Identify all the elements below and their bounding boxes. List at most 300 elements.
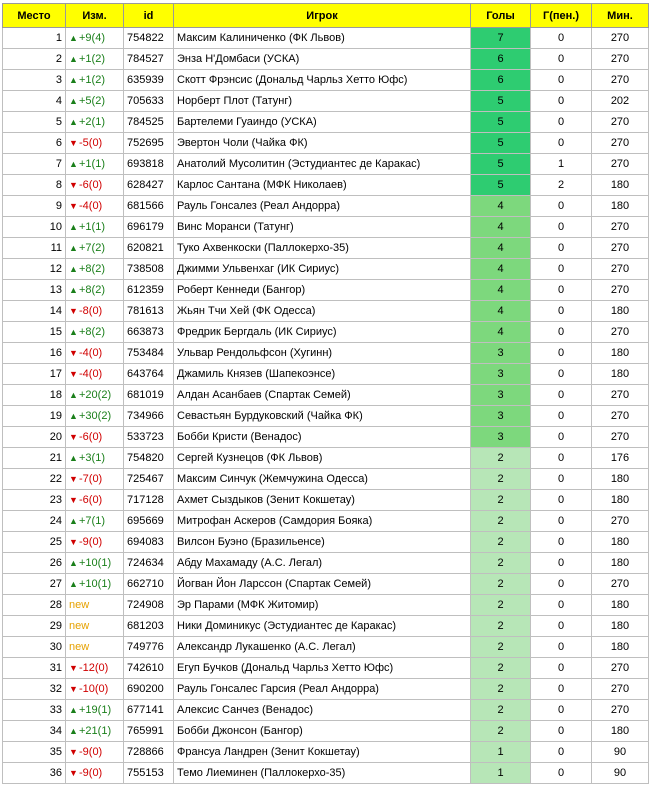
arrow-up-icon: ▲ bbox=[69, 243, 78, 253]
pen-goals-cell: 0 bbox=[531, 364, 592, 385]
change-cell bbox=[66, 28, 124, 49]
goals-cell: 2 bbox=[471, 595, 531, 616]
table-row[interactable] bbox=[3, 196, 649, 217]
change-value: -9(0) bbox=[79, 536, 103, 548]
table-row[interactable] bbox=[3, 259, 649, 280]
change-cell bbox=[66, 700, 124, 721]
place-cell: 3 bbox=[3, 70, 66, 91]
minutes-cell: 180 bbox=[592, 553, 649, 574]
change-value: +20(2) bbox=[79, 389, 112, 401]
change-cell bbox=[66, 742, 124, 763]
change-cell bbox=[66, 532, 124, 553]
pen-goals-cell: 0 bbox=[531, 133, 592, 154]
player-cell: Темо Лиеминен (Паллокерхо-35) bbox=[174, 763, 471, 784]
minutes-cell: 180 bbox=[592, 532, 649, 553]
player-cell: Бобби Джонсон (Бангор) bbox=[174, 721, 471, 742]
goals-cell: 2 bbox=[471, 616, 531, 637]
change-value: +8(2) bbox=[79, 263, 105, 275]
arrow-up-icon: ▲ bbox=[69, 390, 78, 400]
change-cell bbox=[66, 679, 124, 700]
col-header-goals[interactable]: Голы bbox=[471, 4, 531, 28]
pen-goals-cell: 0 bbox=[531, 490, 592, 511]
pen-goals-cell: 0 bbox=[531, 595, 592, 616]
change-new-label: new bbox=[69, 641, 90, 653]
place-cell: 9 bbox=[3, 196, 66, 217]
player-cell: Абду Махамаду (А.С. Легал) bbox=[174, 553, 471, 574]
id-cell: 724634 bbox=[124, 553, 174, 574]
pen-goals-cell: 0 bbox=[531, 511, 592, 532]
table-row[interactable] bbox=[3, 49, 649, 70]
id-cell: 724908 bbox=[124, 595, 174, 616]
player-cell: Бартелеми Гуаиндо (УСКА) bbox=[174, 112, 471, 133]
goals-cell: 2 bbox=[471, 574, 531, 595]
pen-goals-cell: 0 bbox=[531, 679, 592, 700]
id-cell: 754820 bbox=[124, 448, 174, 469]
goals-cell: 5 bbox=[471, 91, 531, 112]
table-row[interactable] bbox=[3, 763, 649, 784]
arrow-down-icon: ▼ bbox=[69, 663, 78, 673]
player-cell: Эр Парами (МФК Житомир) bbox=[174, 595, 471, 616]
player-cell: Рауль Гонсалез (Реал Андорра) bbox=[174, 196, 471, 217]
place-cell: 29 bbox=[3, 616, 66, 637]
pen-goals-cell: 0 bbox=[531, 637, 592, 658]
player-cell: Йогван Йон Ларссон (Спартак Семей) bbox=[174, 574, 471, 595]
change-cell bbox=[66, 721, 124, 742]
place-cell: 20 bbox=[3, 427, 66, 448]
change-cell bbox=[66, 490, 124, 511]
table-row[interactable] bbox=[3, 490, 649, 511]
id-cell: 742610 bbox=[124, 658, 174, 679]
id-cell: 755153 bbox=[124, 763, 174, 784]
table-row[interactable] bbox=[3, 658, 649, 679]
place-cell: 25 bbox=[3, 532, 66, 553]
change-cell bbox=[66, 154, 124, 175]
goals-cell: 4 bbox=[471, 322, 531, 343]
goals-cell: 5 bbox=[471, 133, 531, 154]
table-row[interactable] bbox=[3, 112, 649, 133]
header-row bbox=[3, 4, 649, 28]
minutes-cell: 270 bbox=[592, 406, 649, 427]
player-cell: Норберт Плот (Татунг) bbox=[174, 91, 471, 112]
minutes-cell: 90 bbox=[592, 742, 649, 763]
table-row[interactable] bbox=[3, 700, 649, 721]
goals-cell: 4 bbox=[471, 238, 531, 259]
player-cell: Максим Синчук (Жемчужина Одесса) bbox=[174, 469, 471, 490]
change-value: -4(0) bbox=[79, 347, 103, 359]
minutes-cell: 202 bbox=[592, 91, 649, 112]
table-row[interactable] bbox=[3, 154, 649, 175]
id-cell: 681019 bbox=[124, 385, 174, 406]
minutes-cell: 270 bbox=[592, 427, 649, 448]
minutes-cell: 270 bbox=[592, 238, 649, 259]
table-row[interactable] bbox=[3, 91, 649, 112]
id-cell: 728866 bbox=[124, 742, 174, 763]
pen-goals-cell: 0 bbox=[531, 28, 592, 49]
id-cell: 612359 bbox=[124, 280, 174, 301]
change-value: -10(0) bbox=[79, 683, 109, 695]
table-row[interactable] bbox=[3, 364, 649, 385]
table-row[interactable] bbox=[3, 637, 649, 658]
change-value: +21(1) bbox=[79, 725, 112, 737]
id-cell: 717128 bbox=[124, 490, 174, 511]
player-cell: Карлос Сантана (МФК Николаев) bbox=[174, 175, 471, 196]
change-cell bbox=[66, 763, 124, 784]
arrow-down-icon: ▼ bbox=[69, 495, 78, 505]
table-row[interactable] bbox=[3, 343, 649, 364]
pen-goals-cell: 0 bbox=[531, 553, 592, 574]
arrow-down-icon: ▼ bbox=[69, 348, 78, 358]
change-cell bbox=[66, 406, 124, 427]
table-row[interactable] bbox=[3, 280, 649, 301]
place-cell: 19 bbox=[3, 406, 66, 427]
change-cell bbox=[66, 175, 124, 196]
table-row[interactable] bbox=[3, 616, 649, 637]
goals-cell: 6 bbox=[471, 70, 531, 91]
place-cell: 6 bbox=[3, 133, 66, 154]
id-cell: 677141 bbox=[124, 700, 174, 721]
place-cell: 12 bbox=[3, 259, 66, 280]
id-cell: 784525 bbox=[124, 112, 174, 133]
table-row[interactable] bbox=[3, 175, 649, 196]
pen-goals-cell: 0 bbox=[531, 385, 592, 406]
minutes-cell: 270 bbox=[592, 154, 649, 175]
goals-cell: 2 bbox=[471, 532, 531, 553]
minutes-cell: 270 bbox=[592, 133, 649, 154]
player-cell: Алексис Санчез (Венадос) bbox=[174, 700, 471, 721]
change-cell bbox=[66, 70, 124, 91]
table-row[interactable] bbox=[3, 532, 649, 553]
change-cell bbox=[66, 448, 124, 469]
change-cell bbox=[66, 553, 124, 574]
arrow-down-icon: ▼ bbox=[69, 201, 78, 211]
place-cell: 21 bbox=[3, 448, 66, 469]
minutes-cell: 180 bbox=[592, 469, 649, 490]
pen-goals-cell: 0 bbox=[531, 658, 592, 679]
change-value: +2(1) bbox=[79, 116, 105, 128]
goals-cell: 2 bbox=[471, 490, 531, 511]
pen-goals-cell: 0 bbox=[531, 532, 592, 553]
pen-goals-cell: 0 bbox=[531, 91, 592, 112]
player-cell: Рауль Гонсалес Гарсия (Реал Андорра) bbox=[174, 679, 471, 700]
change-cell bbox=[66, 364, 124, 385]
scorers-table bbox=[2, 3, 649, 784]
pen-goals-cell: 0 bbox=[531, 406, 592, 427]
table-row[interactable] bbox=[3, 217, 649, 238]
arrow-up-icon: ▲ bbox=[69, 75, 78, 85]
change-value: +10(1) bbox=[79, 578, 112, 590]
minutes-cell: 270 bbox=[592, 574, 649, 595]
id-cell: 765991 bbox=[124, 721, 174, 742]
goals-cell: 5 bbox=[471, 154, 531, 175]
player-cell: Франсуа Ландрен (Зенит Кокшетау) bbox=[174, 742, 471, 763]
change-value: +3(1) bbox=[79, 452, 105, 464]
change-value: -8(0) bbox=[79, 305, 103, 317]
id-cell: 705633 bbox=[124, 91, 174, 112]
goals-cell: 1 bbox=[471, 763, 531, 784]
minutes-cell: 270 bbox=[592, 679, 649, 700]
id-cell: 696179 bbox=[124, 217, 174, 238]
minutes-cell: 270 bbox=[592, 49, 649, 70]
change-value: -7(0) bbox=[79, 473, 103, 485]
minutes-cell: 270 bbox=[592, 259, 649, 280]
pen-goals-cell: 0 bbox=[531, 70, 592, 91]
arrow-up-icon: ▲ bbox=[69, 453, 78, 463]
minutes-cell: 270 bbox=[592, 112, 649, 133]
place-cell: 11 bbox=[3, 238, 66, 259]
table-row[interactable] bbox=[3, 742, 649, 763]
pen-goals-cell: 0 bbox=[531, 721, 592, 742]
change-cell bbox=[66, 322, 124, 343]
player-cell: Энза Н'Домбаси (УСКА) bbox=[174, 49, 471, 70]
table-row[interactable] bbox=[3, 574, 649, 595]
change-cell bbox=[66, 658, 124, 679]
place-cell: 23 bbox=[3, 490, 66, 511]
table-row[interactable] bbox=[3, 469, 649, 490]
pen-goals-cell: 0 bbox=[531, 280, 592, 301]
minutes-cell: 270 bbox=[592, 280, 649, 301]
minutes-cell: 180 bbox=[592, 721, 649, 742]
change-value: +8(2) bbox=[79, 326, 105, 338]
change-value: +1(2) bbox=[79, 74, 105, 86]
table-row[interactable] bbox=[3, 427, 649, 448]
pen-goals-cell: 0 bbox=[531, 259, 592, 280]
table-row[interactable] bbox=[3, 385, 649, 406]
goals-cell: 2 bbox=[471, 553, 531, 574]
arrow-up-icon: ▲ bbox=[69, 558, 78, 568]
pen-goals-cell: 0 bbox=[531, 448, 592, 469]
table-row[interactable] bbox=[3, 301, 649, 322]
place-cell: 26 bbox=[3, 553, 66, 574]
minutes-cell: 270 bbox=[592, 322, 649, 343]
arrow-up-icon: ▲ bbox=[69, 96, 78, 106]
goals-cell: 4 bbox=[471, 196, 531, 217]
id-cell: 734966 bbox=[124, 406, 174, 427]
arrow-down-icon: ▼ bbox=[69, 747, 78, 757]
arrow-up-icon: ▲ bbox=[69, 327, 78, 337]
table-row[interactable] bbox=[3, 238, 649, 259]
change-cell bbox=[66, 574, 124, 595]
col-header-id[interactable]: id bbox=[124, 4, 174, 28]
change-value: +8(2) bbox=[79, 284, 105, 296]
id-cell: 749776 bbox=[124, 637, 174, 658]
table-row[interactable] bbox=[3, 322, 649, 343]
player-cell: Александр Лукашенко (А.С. Легал) bbox=[174, 637, 471, 658]
place-cell: 2 bbox=[3, 49, 66, 70]
player-cell: Бобби Кристи (Венадос) bbox=[174, 427, 471, 448]
place-cell: 10 bbox=[3, 217, 66, 238]
change-value: +7(1) bbox=[79, 515, 105, 527]
id-cell: 738508 bbox=[124, 259, 174, 280]
change-cell bbox=[66, 616, 124, 637]
minutes-cell: 180 bbox=[592, 343, 649, 364]
arrow-up-icon: ▲ bbox=[69, 726, 78, 736]
table-row[interactable] bbox=[3, 595, 649, 616]
pen-goals-cell: 1 bbox=[531, 154, 592, 175]
goals-cell: 7 bbox=[471, 28, 531, 49]
minutes-cell: 270 bbox=[592, 385, 649, 406]
goals-cell: 4 bbox=[471, 301, 531, 322]
place-cell: 1 bbox=[3, 28, 66, 49]
minutes-cell: 180 bbox=[592, 175, 649, 196]
goals-cell: 3 bbox=[471, 343, 531, 364]
minutes-cell: 180 bbox=[592, 364, 649, 385]
goals-cell: 5 bbox=[471, 175, 531, 196]
table-row[interactable] bbox=[3, 406, 649, 427]
pen-goals-cell: 0 bbox=[531, 196, 592, 217]
arrow-up-icon: ▲ bbox=[69, 579, 78, 589]
change-cell bbox=[66, 595, 124, 616]
arrow-down-icon: ▼ bbox=[69, 306, 78, 316]
table-row[interactable] bbox=[3, 448, 649, 469]
arrow-up-icon: ▲ bbox=[69, 117, 78, 127]
change-value: +1(2) bbox=[79, 53, 105, 65]
pen-goals-cell: 0 bbox=[531, 322, 592, 343]
col-header-pen[interactable]: Г(пен.) bbox=[531, 4, 592, 28]
table-row[interactable] bbox=[3, 553, 649, 574]
player-cell: Анатолий Мусолитин (Эстудиантес де Каракас) bbox=[174, 154, 471, 175]
goals-cell: 1 bbox=[471, 742, 531, 763]
change-cell bbox=[66, 343, 124, 364]
place-cell: 15 bbox=[3, 322, 66, 343]
goals-cell: 4 bbox=[471, 280, 531, 301]
place-cell: 27 bbox=[3, 574, 66, 595]
player-cell: Туко Ахвенкоски (Паллокерхо-35) bbox=[174, 238, 471, 259]
id-cell: 662710 bbox=[124, 574, 174, 595]
change-value: -12(0) bbox=[79, 662, 109, 674]
arrow-up-icon: ▲ bbox=[69, 516, 78, 526]
table-row[interactable] bbox=[3, 721, 649, 742]
goals-cell: 2 bbox=[471, 658, 531, 679]
player-cell: Ахмет Сыздыков (Зенит Кокшетау) bbox=[174, 490, 471, 511]
id-cell: 725467 bbox=[124, 469, 174, 490]
pen-goals-cell: 0 bbox=[531, 49, 592, 70]
place-cell: 31 bbox=[3, 658, 66, 679]
arrow-up-icon: ▲ bbox=[69, 264, 78, 274]
id-cell: 784527 bbox=[124, 49, 174, 70]
place-cell: 34 bbox=[3, 721, 66, 742]
minutes-cell: 270 bbox=[592, 28, 649, 49]
arrow-down-icon: ▼ bbox=[69, 369, 78, 379]
id-cell: 753484 bbox=[124, 343, 174, 364]
goals-cell: 2 bbox=[471, 721, 531, 742]
place-cell: 30 bbox=[3, 637, 66, 658]
pen-goals-cell: 0 bbox=[531, 469, 592, 490]
goals-cell: 2 bbox=[471, 679, 531, 700]
pen-goals-cell: 0 bbox=[531, 112, 592, 133]
col-header-change[interactable]: Изм. bbox=[66, 4, 124, 28]
change-cell bbox=[66, 133, 124, 154]
minutes-cell: 90 bbox=[592, 763, 649, 784]
place-cell: 32 bbox=[3, 679, 66, 700]
pen-goals-cell: 0 bbox=[531, 763, 592, 784]
place-cell: 36 bbox=[3, 763, 66, 784]
change-cell bbox=[66, 637, 124, 658]
id-cell: 635939 bbox=[124, 70, 174, 91]
goals-cell: 4 bbox=[471, 259, 531, 280]
place-cell: 35 bbox=[3, 742, 66, 763]
table-row[interactable] bbox=[3, 679, 649, 700]
arrow-up-icon: ▲ bbox=[69, 222, 78, 232]
change-value: +1(1) bbox=[79, 158, 105, 170]
change-value: +19(1) bbox=[79, 704, 112, 716]
col-header-player[interactable]: Игрок bbox=[174, 4, 471, 28]
goals-cell: 2 bbox=[471, 637, 531, 658]
player-cell: Скотт Фрэнсис (Дональд Чарльз Хетто Юфс) bbox=[174, 70, 471, 91]
place-cell: 5 bbox=[3, 112, 66, 133]
change-value: -9(0) bbox=[79, 767, 103, 779]
pen-goals-cell: 0 bbox=[531, 301, 592, 322]
table-row[interactable] bbox=[3, 511, 649, 532]
arrow-down-icon: ▼ bbox=[69, 684, 78, 694]
place-cell: 33 bbox=[3, 700, 66, 721]
goals-cell: 3 bbox=[471, 385, 531, 406]
place-cell: 13 bbox=[3, 280, 66, 301]
minutes-cell: 270 bbox=[592, 217, 649, 238]
player-cell: Жьян Тчи Хей (ФК Одесса) bbox=[174, 301, 471, 322]
arrow-up-icon: ▲ bbox=[69, 705, 78, 715]
player-cell: Егуп Бучков (Дональд Чарльз Хетто Юфс) bbox=[174, 658, 471, 679]
arrow-down-icon: ▼ bbox=[69, 432, 78, 442]
table-row[interactable] bbox=[3, 133, 649, 154]
pen-goals-cell: 0 bbox=[531, 343, 592, 364]
arrow-down-icon: ▼ bbox=[69, 180, 78, 190]
id-cell: 628427 bbox=[124, 175, 174, 196]
minutes-cell: 270 bbox=[592, 511, 649, 532]
change-cell bbox=[66, 511, 124, 532]
change-cell bbox=[66, 49, 124, 70]
place-cell: 8 bbox=[3, 175, 66, 196]
player-cell: Эвертон Чоли (Чайка ФК) bbox=[174, 133, 471, 154]
table-row[interactable] bbox=[3, 28, 649, 49]
minutes-cell: 180 bbox=[592, 616, 649, 637]
minutes-cell: 180 bbox=[592, 637, 649, 658]
change-cell bbox=[66, 196, 124, 217]
minutes-cell: 180 bbox=[592, 196, 649, 217]
change-value: -6(0) bbox=[79, 179, 103, 191]
minutes-cell: 270 bbox=[592, 700, 649, 721]
table-row[interactable] bbox=[3, 70, 649, 91]
change-cell bbox=[66, 238, 124, 259]
minutes-cell: 270 bbox=[592, 70, 649, 91]
id-cell: 681203 bbox=[124, 616, 174, 637]
change-cell bbox=[66, 385, 124, 406]
pen-goals-cell: 0 bbox=[531, 238, 592, 259]
place-cell: 24 bbox=[3, 511, 66, 532]
pen-goals-cell: 0 bbox=[531, 742, 592, 763]
change-cell bbox=[66, 112, 124, 133]
change-value: -9(0) bbox=[79, 746, 103, 758]
player-cell: Ники Доминикус (Эстудиантес де Каракас) bbox=[174, 616, 471, 637]
col-header-place[interactable]: Место bbox=[3, 4, 66, 28]
arrow-up-icon: ▲ bbox=[69, 54, 78, 64]
col-header-min[interactable]: Мин. bbox=[592, 4, 649, 28]
player-cell: Алдан Асанбаев (Спартак Семей) bbox=[174, 385, 471, 406]
id-cell: 681566 bbox=[124, 196, 174, 217]
change-cell bbox=[66, 469, 124, 490]
change-new-label: new bbox=[69, 599, 90, 611]
player-cell: Джамиль Князев (Шапекоэнсе) bbox=[174, 364, 471, 385]
id-cell: 643764 bbox=[124, 364, 174, 385]
player-cell: Джимми Ульвенхаг (ИК Сириус) bbox=[174, 259, 471, 280]
change-value: -4(0) bbox=[79, 200, 103, 212]
place-cell: 14 bbox=[3, 301, 66, 322]
change-value: +30(2) bbox=[79, 410, 112, 422]
change-cell bbox=[66, 280, 124, 301]
pen-goals-cell: 0 bbox=[531, 616, 592, 637]
change-value: +9(4) bbox=[79, 32, 105, 44]
place-cell: 22 bbox=[3, 469, 66, 490]
change-cell bbox=[66, 427, 124, 448]
